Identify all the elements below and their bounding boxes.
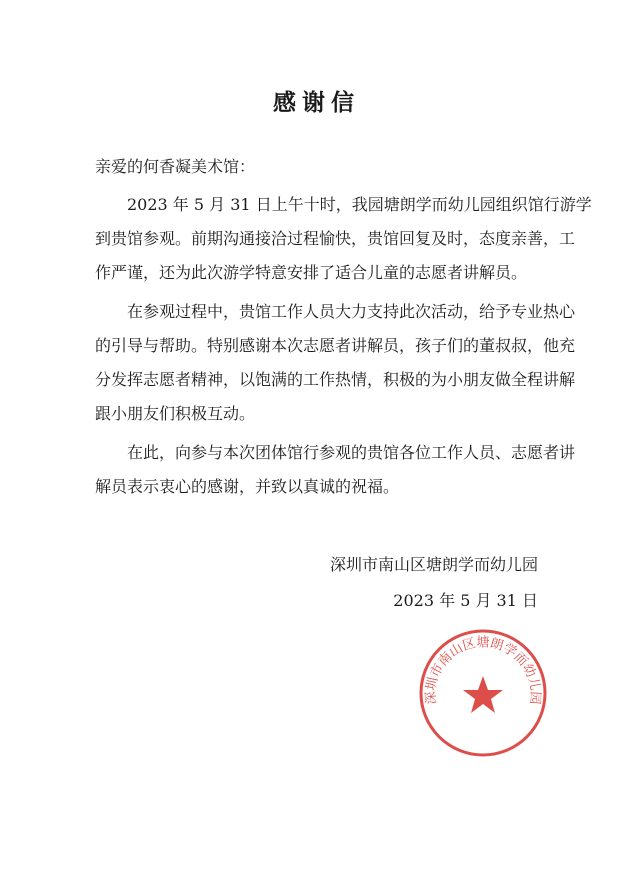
text-line: 作严谨，还为此次游学特意安排了适合儿童的志愿者讲解员。 bbox=[95, 263, 528, 282]
text-line: 分发挥志愿者精神，以饱满的工作热情，积极的为小朋友做全程讲解 bbox=[95, 370, 576, 389]
letter-body bbox=[95, 188, 592, 509]
text-line: 在参观过程中，贵馆工作人员大力支持此次活动，给予专业热心 bbox=[127, 302, 576, 321]
text-line: 在此，向参与本次团体馆行参观的贵馆各位工作人员、志愿者讲 bbox=[127, 443, 576, 462]
paragraph bbox=[95, 436, 576, 504]
paragraph bbox=[95, 295, 576, 431]
signature-organization: 深圳市南山区塘朗学而幼儿园 bbox=[329, 555, 538, 574]
salutation: 亲爱的何香凝美术馆： bbox=[95, 157, 256, 176]
seal-text: 深圳市南山区塘朗学而幼儿园 bbox=[423, 635, 543, 705]
letter-title: 感谢信 bbox=[273, 90, 360, 116]
star-icon bbox=[463, 676, 503, 713]
signature-date: 2023 年 5 月 31 日 bbox=[393, 591, 538, 610]
official-seal bbox=[418, 628, 548, 758]
text-line: 2023 年 5 月 31 日上午十时，我园塘朗学而幼儿园组织馆行游学 bbox=[127, 195, 592, 214]
text-line: 的引导与帮助。特别感谢本次志愿者讲解员，孩子们的董叔叔，他充 bbox=[95, 336, 576, 355]
text-line: 跟小朋友们积极互动。 bbox=[95, 404, 256, 423]
text-line: 解员表示衷心的感谢，并致以真诚的祝福。 bbox=[95, 477, 400, 496]
paragraph bbox=[95, 188, 592, 290]
text-line: 到贵馆参观。前期沟通接洽过程愉快，贵馆回复及时，态度亲善，工 bbox=[95, 229, 576, 248]
